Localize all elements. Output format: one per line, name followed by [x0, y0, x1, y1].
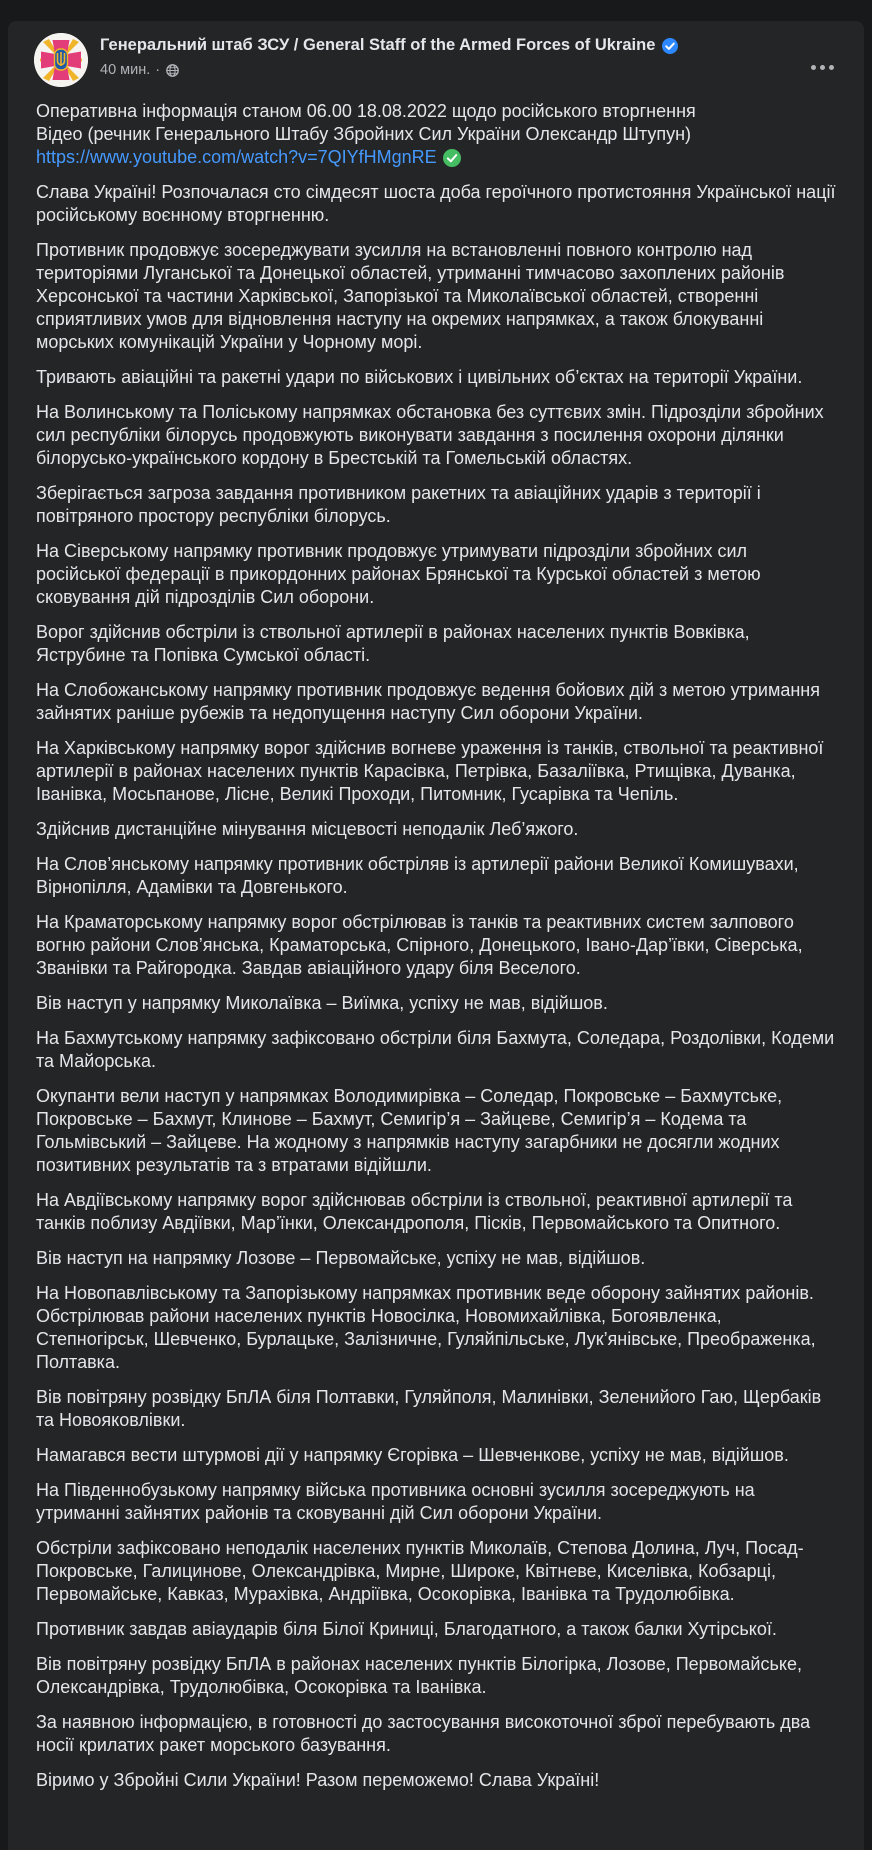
post-paragraph: Здійснив дистанційне мінування місцевості неподалік Леб’яжого. [36, 819, 579, 839]
verified-badge-icon [662, 38, 678, 54]
avatar[interactable] [34, 33, 88, 87]
post-paragraph: Ворог здійснив обстріли із ствольної артилерії в районах населених пунктів Вовківка, Яструбине та Попівка Сумської області. [36, 622, 750, 665]
post-body-text [36, 181, 836, 1792]
facebook-post-card [8, 21, 864, 1850]
post-paragraph: На Слов’янському напрямку противник обстріляв із артилерії райони Великої Комишувахи, Вірнопілля, Адамівки та Довгенького. [36, 854, 799, 897]
post-paragraph: Вів наступ у напрямку Миколаївка – Виїмка, успіху не мав, відійшов. [36, 993, 608, 1013]
post-paragraph: На Волинському та Поліському напрямках обстановка без суттєвих змін. Підрозділи збройних сил республіки білорусь продовжують виконувати завдання з посилення охорони ділянки білорусько-українського кордону в Брестській та Гомельській областях. [36, 402, 824, 468]
page-name: Генеральний штаб ЗСУ / General Staff of the Armed Forces of Ukraine [100, 36, 656, 54]
post-intro-line: Оперативна інформація станом 06.00 18.08.2022 щодо російського вторгнення [36, 101, 696, 121]
post-paragraph: На Харківському напрямку ворог здійснив вогневе ураження із танків, ствольної та реактивної артилерії в районах населених пунктів Карасівка, Петрівка, Базаліївка, Ртищівка, Дуванка, Іванівка, Мосьпанове, Лісне, Великі Проходи, Питомник, Гусарівка та Чепіль. [36, 738, 824, 804]
post-paragraph: Обстріли зафіксовано неподалік населених пунктів Миколаїв, Степова Долина, Луч, Посад-Покровське, Галицинове, Олександрівка, Мирне, Широке, Квітневе, Киселівка, Кобзарці, Первомайське, Кавказ, Мурахівка, Андріївка, Осокорівка, Іванівка та Трудолюбівка. [36, 1538, 804, 1604]
post-paragraph: Противник продовжує зосереджувати зусилля на встановленні повного контролю над територіями Луганської та Донецької областей, утриманні тимчасово захоплених районів Херсонської та частини Харківської, Запорізької та Миколаївської областей, створенні сприятливих умов для відновлення наступу на окремих напрямках, а також блокуванні морських комунікацій України у Чорному морі. [36, 240, 785, 352]
post-paragraph: На Краматорському напрямку ворог обстрілював із танків та реактивних систем залпового вогню райони Слов’янська, Краматорська, Спірного, Донецького, Івано-Дар’ївки, Сіверська, Званівки та Райгородка. Завдав авіаційного удару біля Веселого. [36, 912, 803, 978]
post-paragraph: Тривають авіаційні та ракетні удари по військових і цивільних об’єктах на території України. [36, 367, 803, 387]
post-paragraph: На Авдіївському напрямку ворог здійснював обстріли із ствольної, реактивної артилерії та танків поблизу Авдіївки, Мар’їнки, Олександрополя, Пісків, Первомайського та Опитного. [36, 1190, 793, 1233]
more-options-button[interactable] [804, 49, 840, 85]
post-paragraph: Противник завдав авіаударів біля Білої Криниці, Благодатного, а також балки Хутірської. [36, 1619, 777, 1639]
general-staff-emblem-icon [34, 33, 88, 87]
post-paragraph: На Слобожанському напрямку противник продовжує ведення бойових дій з метою утримання зайнятих раніше рубежів та недопущення наступу Сил оборони України. [36, 680, 820, 723]
page-name-link[interactable] [100, 36, 678, 55]
post-paragraph: Віримо у Збройні Сили України! Разом переможемо! Слава Україні! [36, 1770, 600, 1790]
post-paragraph: На Сіверському напрямку противник продовжує утримувати підрозділи збройних сил російської федерації в прикордонних районах Брянської та Курської областей з метою сковування дій підрозділів Сил оборони. [36, 541, 761, 607]
post-paragraph: Вів наступ на напрямку Лозове – Первомайське, успіху не мав, відійшов. [36, 1248, 646, 1268]
post-content [8, 87, 864, 1792]
timestamp-separator: · [155, 62, 161, 78]
post-link-line [36, 146, 836, 169]
post-paragraph: На Бахмутському напрямку зафіксовано обстріли біля Бахмута, Соледара, Роздолівки, Кодеми та Майорська. [36, 1028, 835, 1071]
post-paragraph: Вів повітряну розвідку БпЛА в районах населених пунктів Білогірка, Лозове, Первомайське, Олександрівка, Трудолюбівка, Осокорівка та Іванівка. [36, 1654, 802, 1697]
post-paragraph: За наявною інформацією, в готовності до застосування високоточної зброї перебувають два носії крилатих ракет морського базування. [36, 1712, 811, 1755]
post-header [8, 21, 864, 87]
post-paragraph: Слава Україні! Розпочалася сто сімдесят шоста доба героїчного протистояння Української нації російському воєнному вторгненню. [36, 182, 836, 225]
header-meta [100, 33, 678, 78]
timestamp-link[interactable]: 40 мин. [100, 62, 151, 78]
youtube-link[interactable]: https://www.youtube.com/watch?v=7QIYfHMgnRE [36, 147, 437, 167]
globe-icon [166, 64, 179, 77]
post-paragraph: На Південнобузькому напрямку війська противника основні зусилля зосереджують на утриманні зайнятих районів та сковуванні дій Сил оборони України. [36, 1480, 755, 1523]
post-paragraph: Окупанти вели наступ у напрямках Володимирівка – Соледар, Покровське – Бахмутське, Покровське – Бахмут, Клинове – Бахмут, Семигір’я – Зайцеве, Семигір’я – Кодема та Гольмівський – Зайцеве. На жодному з напрямків наступу загарбники не досягли жодних позитивних результатів та з втратами відійшли. [36, 1086, 783, 1175]
timestamp-row [100, 62, 678, 78]
ellipsis-icon [811, 65, 816, 70]
post-paragraph: На Новопавлівському та Запорізькому напрямках противник веде оборону зайнятих районів. Обстрілював райони населених пунктів Новосілка, Новомихайлівка, Богоявленка, Степногірськ, Шевченко, Бурлацьке, Залізничне, Гуляйпільське, Лук’янівське, Преображенка, Полтавка. [36, 1283, 816, 1372]
post-paragraph: Вів повітряну розвідку БпЛА біля Полтавки, Гуляйполя, Малинівки, Зеленийого Гаю, Щербаків та Новояковлівки. [36, 1387, 822, 1430]
post-paragraph: Зберігається загроза завдання противником ракетних та авіаційних ударів з території і повітряного простору республіки білорусь. [36, 483, 761, 526]
post-intro-line: Відео (речник Генерального Штабу Збройних Сил України Олександр Штупун) [36, 124, 692, 144]
green-check-emoji [443, 149, 461, 167]
post-paragraph: Намагався вести штурмові дії у напрямку Єгорівка – Шевченкове, успіху не мав, відійшов. [36, 1445, 789, 1465]
